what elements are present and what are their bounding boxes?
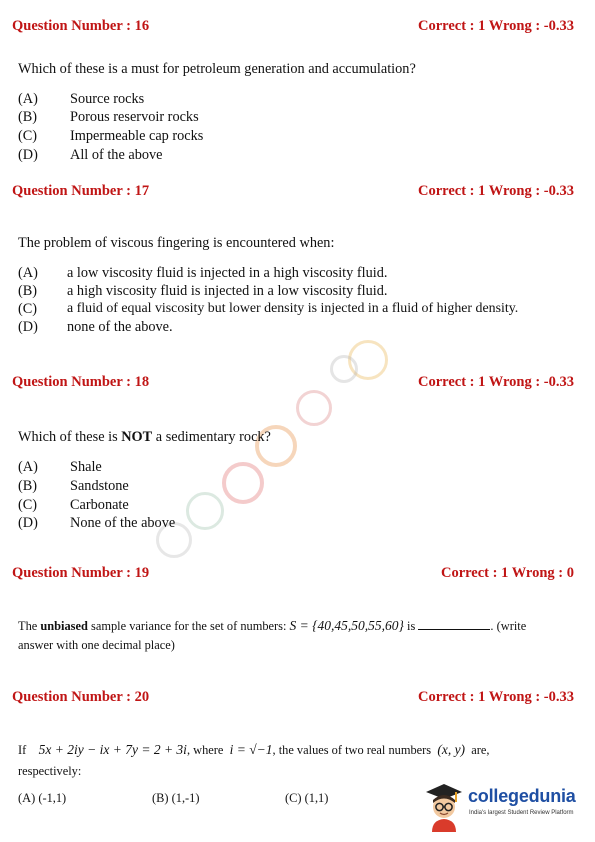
question-number: Question Number : 17 [12,183,150,199]
answer-blank [418,618,490,630]
option-label: (B) [18,283,38,299]
option-label: (D) [18,515,38,531]
option-label: (B) [152,791,169,805]
brand-tagline: India's largest Student Review Platform [469,810,574,816]
question-stem: The problem of viscous fingering is encountered when: [18,235,335,251]
question-header [12,183,574,203]
option-text: (1,1) [304,791,329,805]
question-header [12,374,574,394]
option-label: (A) [18,791,36,805]
question-marks: Correct : 1 Wrong : -0.33 [418,689,574,705]
option-a [18,789,66,807]
option-label: (C) [285,791,302,805]
option-text: Sandstone [70,478,129,494]
question-stem: Which of these is a must for petroleum generation and accumulation? [18,61,416,77]
option-text: a high viscosity fluid is injected in a low viscosity fluid. [67,283,388,299]
option-label: (D) [18,147,38,163]
question-stem: If 5x + 2iy − ix + 7y = 2 + 3i, where i = √−1, the values of two real numbers (x, y) are, [18,742,490,757]
question-number: Question Number : 19 [12,565,150,581]
option-label: (C) [18,497,38,513]
option-label: (B) [18,109,38,125]
option-label: (C) [18,128,38,144]
option-text: Source rocks [70,91,145,107]
question-marks: Correct : 1 Wrong : -0.33 [418,374,574,390]
option-text: None of the above [70,515,176,531]
option-text: Carbonate [70,497,129,513]
option-label: (D) [18,319,38,335]
mascot-icon [422,776,466,832]
option-label: (A) [18,265,38,281]
option-label: (B) [18,478,38,494]
question-number: Question Number : 16 [12,18,150,34]
option-b [152,789,200,807]
question-stem: Which of these is NOT a sedimentary rock? [18,429,271,445]
option-text: (-1,1) [38,791,67,805]
question-header [12,565,574,585]
option-text: Porous reservoir rocks [70,109,199,125]
question-stem-continued: answer with one decimal place) [18,638,175,652]
option-label: (A) [18,91,38,107]
option-text: (1,-1) [171,791,200,805]
watermark-seal [296,390,332,426]
question-number: Question Number : 18 [12,374,150,390]
option-text: a low viscosity fluid is injected in a high viscosity fluid. [67,265,388,281]
question-marks: Correct : 1 Wrong : 0 [440,565,574,581]
emphasis: unbiased [40,619,88,633]
emphasis: NOT [121,429,153,445]
question-marks: Correct : 1 Wrong : -0.33 [418,183,574,199]
math-equation: 5x + 2iy − ix + 7y = 2 + 3i [38,742,187,757]
question-number: Question Number : 20 [12,689,150,705]
question-stem: The unbiased sample variance for the set of numbers: S = {40,45,50,55,60} is . (write [18,618,527,633]
option-label: (C) [18,301,38,317]
option-label: (A) [18,459,38,475]
watermark-seal [222,462,264,504]
option-text: none of the above. [67,319,173,335]
option-c [285,789,328,807]
math-imaginary-unit: i = √−1 [229,742,273,757]
option-text: Impermeable cap rocks [70,128,204,144]
question-header [12,18,574,38]
question-marks: Correct : 1 Wrong : -0.33 [418,18,574,34]
option-text: All of the above [70,147,163,163]
option-text: a fluid of equal viscosity but lower density is injected in a fluid of higher density. [67,301,519,316]
question-stem-continued: respectively: [18,764,82,778]
question-header [12,689,574,709]
math-set: S = {40,45,50,55,60} [289,618,404,633]
option-text: Shale [70,459,102,475]
watermark-seal [186,492,224,530]
math-pair: (x, y) [437,742,466,757]
collegedunia-logo [422,776,582,832]
brand-name: collegedunia [468,786,576,806]
